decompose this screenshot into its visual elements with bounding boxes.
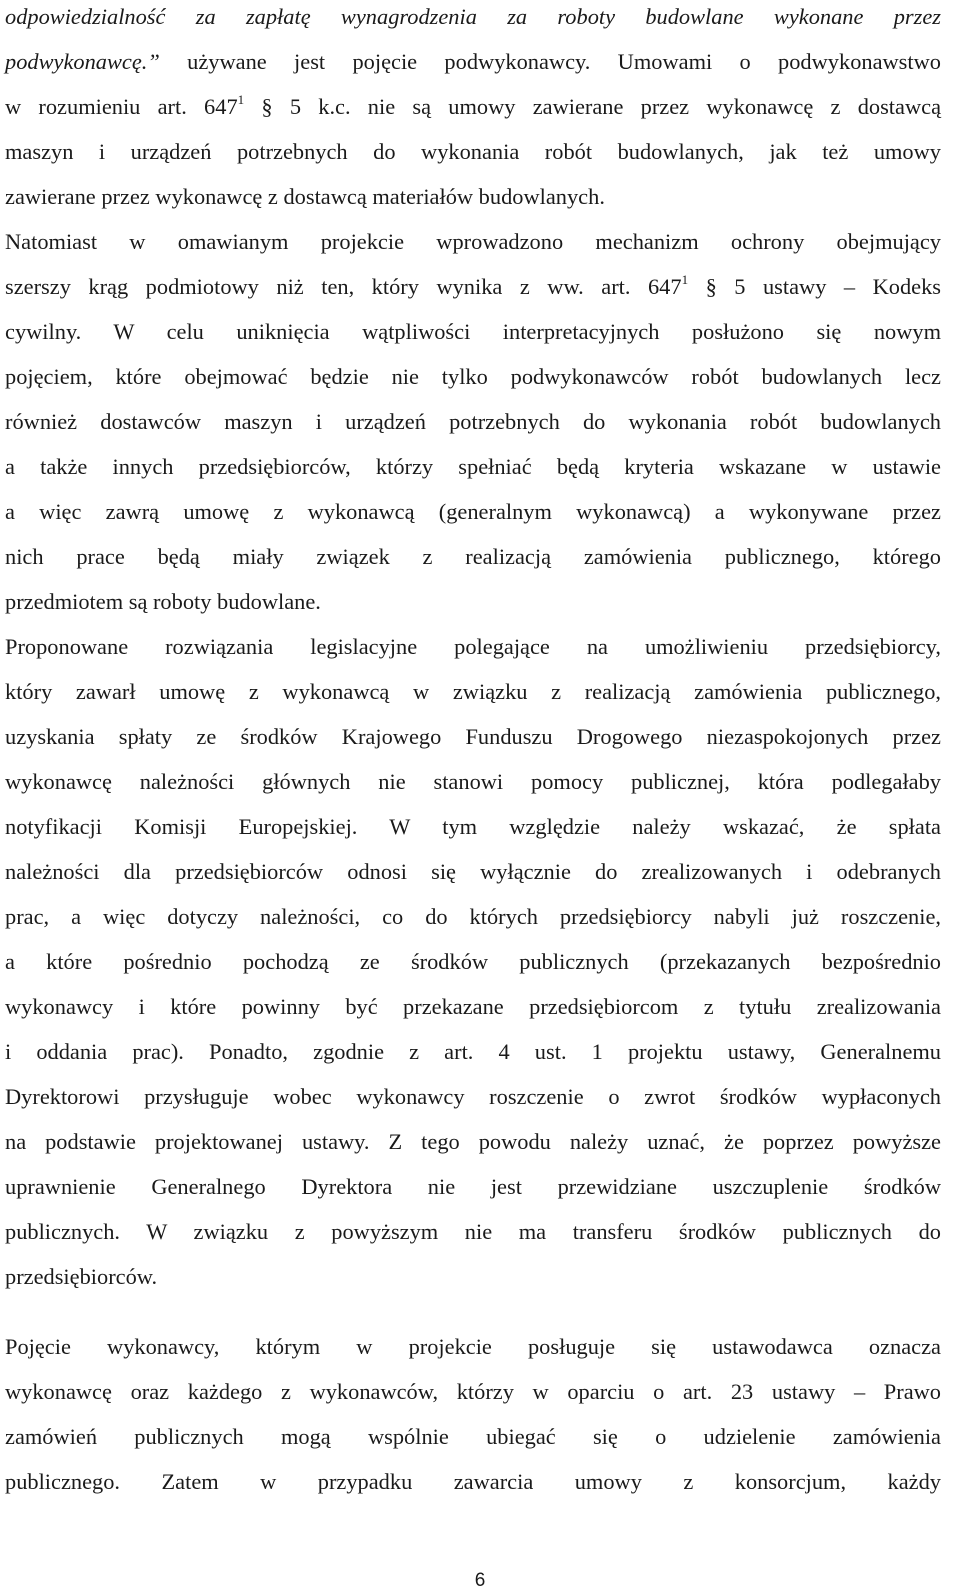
text-line <box>5 853 941 891</box>
text-segment: należności dla przedsiębiorców odnosi się wyłącznie do zrealizowanych i odebranych <box>5 859 941 884</box>
text-line <box>5 943 941 981</box>
text-line <box>5 988 941 1026</box>
text-line <box>5 1373 941 1411</box>
text-segment: a także innych przedsiębiorców, którzy spełniać będą kryteria wskazane w ustawie <box>5 454 941 479</box>
text-segment: publicznych. W związku z powyższym nie ma transferu środków publicznych do <box>5 1219 941 1244</box>
text-segment: Natomiast w omawianym projekcie wprowadzono mechanizm ochrony obejmujący <box>5 229 941 254</box>
text-line <box>5 808 941 846</box>
page-number: 6 <box>474 1570 486 1591</box>
superscript: 1 <box>237 91 245 107</box>
text-line <box>5 1078 941 1116</box>
text-line <box>5 1418 941 1456</box>
text-segment: wykonawcę oraz każdego z wykonawców, którzy w oparciu o art. 23 ustawy – Prawo <box>5 1379 941 1404</box>
text-segment: § 5 k.c. nie są umowy zawierane przez wykonawcę z dostawcą <box>244 94 942 119</box>
text-line <box>5 1258 941 1296</box>
text-segment: zawierane przez wykonawcę z dostawcą materiałów budowlanych. <box>5 184 605 209</box>
text-segment: pojęciem, które obejmować będzie nie tylko podwykonawców robót budowlanych lecz <box>5 364 941 389</box>
text-line <box>5 1213 941 1251</box>
text-segment: w rozumieniu art. 647 <box>5 94 238 119</box>
text-segment: Dyrektorowi przysługuje wobec wykonawcy roszczenie o zwrot środków wypłaconych <box>5 1084 941 1109</box>
text-line <box>5 313 941 351</box>
text-line <box>5 493 941 531</box>
text-segment: podwykonawcę.” <box>5 49 160 74</box>
text-segment: wykonawcę należności głównych nie stanowi pomocy publicznej, która podlegałaby <box>5 769 941 794</box>
text-line <box>5 448 941 486</box>
text-line <box>5 403 941 441</box>
text-line <box>5 538 941 576</box>
text-segment: Proponowane rozwiązania legislacyjne polegające na umożliwieniu przedsiębiorcy, <box>5 634 941 659</box>
text-line <box>5 898 941 936</box>
text-line <box>5 1168 941 1206</box>
text-segment: szerszy krąg podmiotowy niż ten, który wynika z ww. art. 647 <box>5 274 682 299</box>
text-line <box>5 1123 941 1161</box>
text-segment: przedsiębiorców. <box>5 1264 158 1289</box>
text-segment: cywilny. W celu uniknięcia wątpliwości interpretacyjnych posłużono się nowym <box>5 319 941 344</box>
text-segment: a które pośrednio pochodzą ze środków publicznych (przekazanych bezpośrednio <box>5 949 941 974</box>
text-line <box>5 358 941 396</box>
text-segment: uprawnienie Generalnego Dyrektora nie jest przewidziane uszczuplenie środków <box>5 1174 941 1199</box>
superscript: 1 <box>681 271 689 287</box>
text-line <box>5 1033 941 1071</box>
text-line <box>5 223 941 261</box>
text-segment: odpowiedzialność za zapłatę wynagrodzenia za roboty budowlane wykonane przez <box>5 4 941 29</box>
text-segment: nich prace będą miały związek z realizacją zamówienia publicznego, którego <box>5 544 941 569</box>
text-segment: uzyskania spłaty ze środków Krajowego Funduszu Drogowego niezaspokojonych przez <box>5 724 941 749</box>
text-segment: publicznego. Zatem w przypadku zawarcia umowy z konsorcjum, każdy <box>5 1469 941 1494</box>
text-segment: i oddania prac). Ponadto, zgodnie z art. 4 ust. 1 projektu ustawy, Generalnemu <box>5 1039 941 1064</box>
text-segment: również dostawców maszyn i urządzeń potrzebnych do wykonania robót budowlanych <box>5 409 941 434</box>
text-segment: notyfikacji Komisji Europejskiej. W tym względzie należy wskazać, że spłata <box>5 814 941 839</box>
text-segment: zamówień publicznych mogą wspólnie ubiegać się o udzielenie zamówienia <box>5 1424 941 1449</box>
text-line <box>5 583 941 621</box>
text-line <box>5 763 941 801</box>
text-segment: a więc zawrą umowę z wykonawcą (generalnym wykonawcą) a wykonywane przez <box>5 499 941 524</box>
text-line <box>5 1463 941 1501</box>
text-line <box>5 268 941 306</box>
text-segment: na podstawie projektowanej ustawy. Z tego powodu należy uznać, że poprzez powyższe <box>5 1129 941 1154</box>
text-segment: § 5 ustawy – Kodeks <box>688 274 941 299</box>
text-line <box>5 673 941 711</box>
text-segment: wykonawcy i które powinny być przekazane przedsiębiorcom z tytułu zrealizowania <box>5 994 941 1019</box>
text-line <box>5 133 941 171</box>
text-line <box>5 43 941 81</box>
text-segment: który zawarł umowę z wykonawcą w związku z realizacją zamówienia publicznego, <box>5 679 941 704</box>
text-line <box>5 628 941 666</box>
text-segment: przedmiotem są roboty budowlane. <box>5 589 321 614</box>
text-line <box>5 178 941 216</box>
text-line <box>5 88 941 126</box>
text-segment: maszyn i urządzeń potrzebnych do wykonania robót budowlanych, jak też umowy <box>5 139 941 164</box>
text-segment: prac, a więc dotyczy należności, co do których przedsiębiorcy nabyli już roszczenie, <box>5 904 941 929</box>
text-line <box>5 718 941 756</box>
text-segment: Pojęcie wykonawcy, którym w projekcie posługuje się ustawodawca oznacza <box>5 1334 941 1359</box>
text-line <box>5 1328 941 1366</box>
text-line <box>5 0 941 36</box>
text-segment: używane jest pojęcie podwykonawcy. Umowami o podwykonawstwo <box>159 49 941 74</box>
